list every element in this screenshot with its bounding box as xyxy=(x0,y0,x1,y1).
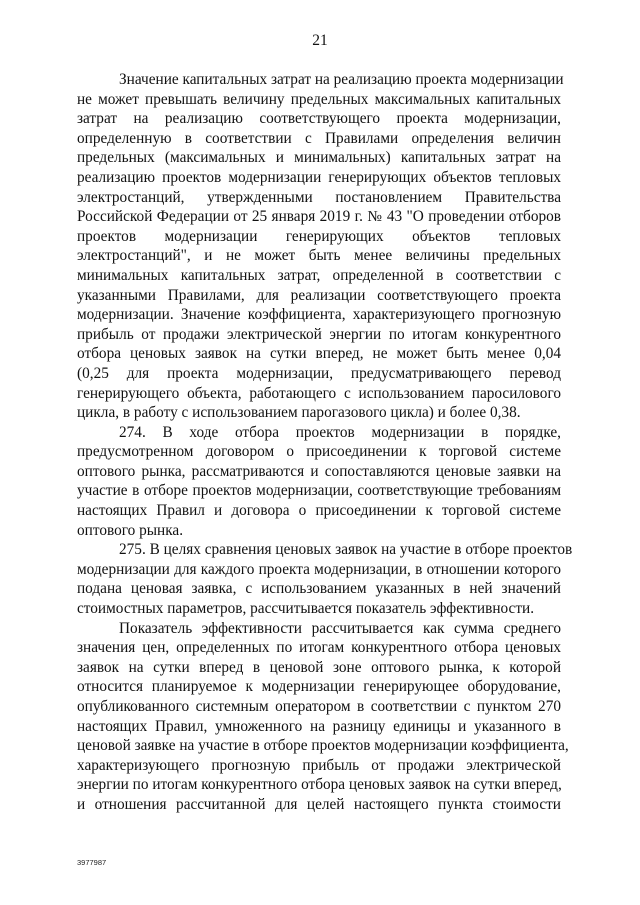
text-line: указанными Правилами, для реализации соответствующего проекта xyxy=(77,286,561,304)
document-body xyxy=(77,70,573,815)
text-line: генерирующего объекта, работающего с использованием паросилового xyxy=(77,384,561,402)
text-line: относится планируемое к модернизации генерирующее оборудование, xyxy=(77,678,561,696)
text-line: электростанций", и не может быть менее величины предельных xyxy=(77,247,561,265)
text-line: 275. В целях сравнения ценовых заявок на участие в отборе проектов xyxy=(119,541,573,559)
text-line: электростанций, утвержденными постановлением Правительства xyxy=(77,188,561,206)
text-line: прибыль от продажи электрической энергии по итогам конкурентного xyxy=(77,325,561,343)
text-line: ценовой заявке на участие в отборе проектов модернизации коэффициента, xyxy=(77,737,569,755)
text-line: стоимостных параметров, рассчитывается показатель эффективности. xyxy=(77,600,535,618)
text-line: определенную в соответствии с Правилами определения величин xyxy=(77,129,561,147)
text-line: Значение капитальных затрат на реализацию проекта модернизации xyxy=(119,71,564,88)
text-line: цикла, в работу с использованием парогазового цикла) и более 0,38. xyxy=(77,404,521,422)
text-line: отбора ценовых заявок на сутки вперед, не может быть менее 0,04 xyxy=(77,345,561,363)
text-line: и отношения рассчитанной для целей настоящего пункта стоимости xyxy=(77,795,561,813)
text-line: предусмотренном договором о присоединении к торговой системе xyxy=(77,443,561,461)
paragraph xyxy=(77,70,564,423)
text-line: заявок на сутки вперед в ценовой зоне оптового рынка, к которой xyxy=(77,658,561,676)
paragraph-list xyxy=(77,70,573,815)
text-line: опубликованного системным оператором в соответствии с пунктом 270 xyxy=(77,698,561,715)
text-line: реализацию проектов модернизации генерирующих объектов тепловых xyxy=(77,168,561,186)
text-line: настоящих Правил, умноженного на разницу единицы и указанного в xyxy=(77,717,561,735)
page-number: 21 xyxy=(312,32,328,49)
text-line: 274. В ходе отбора проектов модернизации в порядке, xyxy=(119,423,561,441)
text-line: оптового рынка. xyxy=(77,521,184,539)
text-line: проектов модернизации генерирующих объектов тепловых xyxy=(77,227,561,245)
paragraph xyxy=(77,619,569,815)
text-line: модернизации для каждого проекта модернизации, в отношении которого xyxy=(77,560,561,578)
text-line: настоящих Правил и договора о присоединении к торговой системе xyxy=(77,502,561,520)
text-line: предельных (максимальных и минимальных) капитальных затрат на xyxy=(77,149,561,167)
text-line: не может превышать величину предельных максимальных капитальных xyxy=(77,90,561,108)
text-line: минимальных капитальных затрат, определенной в соответствии с xyxy=(77,266,561,284)
text-line: подана ценовая заявка, с использованием указанных в ней значений xyxy=(77,580,561,598)
paragraph xyxy=(77,423,561,541)
text-line: характеризующего прогнозную прибыль от продажи электрической xyxy=(77,756,561,774)
text-line: Российской Федерации от 25 января 2019 г. № 43 "О проведении отборов xyxy=(77,208,561,226)
text-line: (0,25 для проекта модернизации, предусматривающего перевод xyxy=(77,364,561,382)
text-line: модернизации. Значение коэффициента, характеризующего прогнозную xyxy=(77,306,561,324)
text-line: участие в отборе проектов модернизации, соответствующие требованиям xyxy=(77,482,561,500)
text-line: оптового рынка, рассматриваются и сопоставляются ценовые заявки на xyxy=(77,462,561,480)
document-id: 3977987 xyxy=(77,858,107,867)
text-line: Показатель эффективности рассчитывается как сумма среднего xyxy=(119,619,561,637)
paragraph xyxy=(77,540,573,618)
text-line: значения цен, определенных по итогам конкурентного отбора ценовых xyxy=(77,639,561,657)
text-line: затрат на реализацию соответствующего проекта модернизации, xyxy=(77,110,561,128)
text-line: энергии по итогам конкурентного отбора ценовых заявок на сутки вперед, xyxy=(77,776,562,794)
